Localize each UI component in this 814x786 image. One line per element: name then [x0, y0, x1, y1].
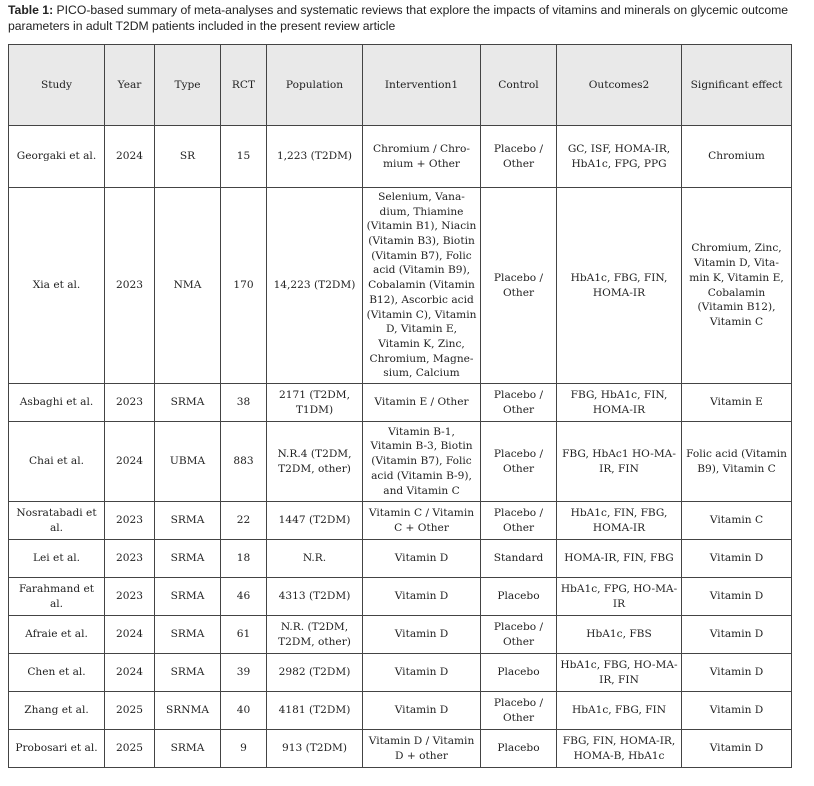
pico-summary-table — [8, 44, 792, 768]
cell-population: 4181 (T2DM) — [267, 692, 363, 730]
cell-study: Chai et al. — [9, 422, 105, 502]
cell-intervention: Selenium, Vana-dium, Thiamine (Vitamin B1), Niacin (Vitamin B3), Biotin (Vitamin B7), Folic acid (Vitamin B9), Cobalamin (Vitamin B12), Ascorbic acid (Vitamin C), Vitamin D, Vitamin E, Vitamin K, Zinc, Chromium, Magne-sium, Calcium — [363, 188, 481, 384]
cell-rct: 39 — [221, 654, 267, 692]
header-significant-effect: Significant effect — [682, 45, 792, 126]
cell-rct: 46 — [221, 578, 267, 616]
cell-outcomes: HbA1c, FBG, HO-MA-IR, FIN — [557, 654, 682, 692]
table-row — [9, 540, 792, 578]
cell-population: N.R. — [267, 540, 363, 578]
cell-study: Probosari et al. — [9, 730, 105, 768]
cell-rct: 38 — [221, 384, 267, 422]
cell-rct: 883 — [221, 422, 267, 502]
cell-significant-effect: Vitamin D — [682, 654, 792, 692]
cell-significant-effect: Folic acid (Vitamin B9), Vitamin C — [682, 422, 792, 502]
cell-population: 14,223 (T2DM) — [267, 188, 363, 384]
header-type: Type — [155, 45, 221, 126]
cell-type: SRMA — [155, 578, 221, 616]
cell-outcomes: HbA1c, FPG, HO-MA-IR — [557, 578, 682, 616]
cell-type: SRMA — [155, 540, 221, 578]
cell-rct: 22 — [221, 502, 267, 540]
header-outcomes: Outcomes2 — [557, 45, 682, 126]
cell-control: Placebo / Other — [481, 502, 557, 540]
cell-intervention: Vitamin B-1, Vitamin B-3, Biotin (Vitamin B7), Folic acid (Vitamin B-9), and Vitamin C — [363, 422, 481, 502]
cell-year: 2024 — [105, 126, 155, 188]
cell-study: Xia et al. — [9, 188, 105, 384]
cell-rct: 15 — [221, 126, 267, 188]
cell-outcomes: HOMA-IR, FIN, FBG — [557, 540, 682, 578]
cell-year: 2023 — [105, 188, 155, 384]
cell-year: 2023 — [105, 578, 155, 616]
cell-study: Chen et al. — [9, 654, 105, 692]
cell-population: 2982 (T2DM) — [267, 654, 363, 692]
cell-rct: 170 — [221, 188, 267, 384]
table-row — [9, 654, 792, 692]
table-row — [9, 188, 792, 384]
cell-study: Georgaki et al. — [9, 126, 105, 188]
table-header-row — [9, 45, 792, 126]
cell-intervention: Vitamin D / Vitamin D + other — [363, 730, 481, 768]
cell-type: UBMA — [155, 422, 221, 502]
cell-control: Placebo — [481, 654, 557, 692]
table-row — [9, 384, 792, 422]
table-row — [9, 422, 792, 502]
cell-outcomes: HbA1c, FBG, FIN, HOMA-IR — [557, 188, 682, 384]
cell-year: 2024 — [105, 654, 155, 692]
cell-type: SRMA — [155, 384, 221, 422]
cell-population: 1,223 (T2DM) — [267, 126, 363, 188]
table-row — [9, 692, 792, 730]
cell-significant-effect: Chromium, Zinc, Vitamin D, Vita-min K, Vitamin E, Cobalamin (Vitamin B12), Vitamin C — [682, 188, 792, 384]
cell-type: SRMA — [155, 730, 221, 768]
cell-study: Zhang et al. — [9, 692, 105, 730]
cell-rct: 61 — [221, 616, 267, 654]
cell-year: 2024 — [105, 422, 155, 502]
table-row — [9, 578, 792, 616]
cell-significant-effect: Vitamin D — [682, 540, 792, 578]
cell-significant-effect: Chromium — [682, 126, 792, 188]
header-intervention: Intervention1 — [363, 45, 481, 126]
cell-rct: 18 — [221, 540, 267, 578]
cell-outcomes: GC, ISF, HOMA-IR, HbA1c, FPG, PPG — [557, 126, 682, 188]
cell-significant-effect: Vitamin D — [682, 616, 792, 654]
cell-type: SRMA — [155, 654, 221, 692]
cell-control: Placebo / Other — [481, 188, 557, 384]
cell-type: SR — [155, 126, 221, 188]
cell-rct: 40 — [221, 692, 267, 730]
cell-year: 2025 — [105, 730, 155, 768]
cell-type: SRMA — [155, 502, 221, 540]
cell-study: Afraie et al. — [9, 616, 105, 654]
table-row — [9, 126, 792, 188]
cell-control: Placebo / Other — [481, 384, 557, 422]
cell-intervention: Vitamin D — [363, 692, 481, 730]
cell-year: 2023 — [105, 540, 155, 578]
cell-significant-effect: Vitamin E — [682, 384, 792, 422]
cell-intervention: Vitamin D — [363, 654, 481, 692]
cell-significant-effect: Vitamin D — [682, 692, 792, 730]
cell-outcomes: FBG, HbAc1 HO-MA-IR, FIN — [557, 422, 682, 502]
cell-population: 4313 (T2DM) — [267, 578, 363, 616]
header-control: Control — [481, 45, 557, 126]
cell-year: 2023 — [105, 384, 155, 422]
cell-study: Asbaghi et al. — [9, 384, 105, 422]
table-row — [9, 616, 792, 654]
cell-significant-effect: Vitamin D — [682, 730, 792, 768]
cell-type: SRNMA — [155, 692, 221, 730]
cell-intervention: Vitamin E / Other — [363, 384, 481, 422]
cell-outcomes: HbA1c, FIN, FBG, HOMA-IR — [557, 502, 682, 540]
header-year: Year — [105, 45, 155, 126]
header-rct: RCT — [221, 45, 267, 126]
cell-study: Lei et al. — [9, 540, 105, 578]
cell-study: Farahmand et al. — [9, 578, 105, 616]
cell-control: Placebo / Other — [481, 692, 557, 730]
caption-text: PICO-based summary of meta-analyses and systematic reviews that explore the impacts of vitamins and minerals on glycemic outcome parameters in adult T2DM patients included in the present review article — [8, 3, 789, 33]
cell-significant-effect: Vitamin C — [682, 502, 792, 540]
cell-year: 2024 — [105, 616, 155, 654]
cell-year: 2025 — [105, 692, 155, 730]
cell-outcomes: FBG, HbA1c, FIN, HOMA-IR — [557, 384, 682, 422]
cell-control: Placebo — [481, 730, 557, 768]
cell-intervention: Vitamin C / Vitamin C + Other — [363, 502, 481, 540]
cell-population: N.R. (T2DM, T2DM, other) — [267, 616, 363, 654]
caption-label: Table 1: — [8, 3, 54, 17]
cell-type: SRMA — [155, 616, 221, 654]
cell-control: Standard — [481, 540, 557, 578]
cell-intervention: Vitamin D — [363, 540, 481, 578]
cell-intervention: Vitamin D — [363, 616, 481, 654]
table-row — [9, 502, 792, 540]
cell-outcomes: FBG, FIN, HOMA-IR, HOMA-B, HbA1c — [557, 730, 682, 768]
cell-control: Placebo / Other — [481, 126, 557, 188]
cell-population: 1447 (T2DM) — [267, 502, 363, 540]
table-caption — [8, 2, 808, 34]
header-study: Study — [9, 45, 105, 126]
cell-outcomes: HbA1c, FBS — [557, 616, 682, 654]
cell-outcomes: HbA1c, FBG, FIN — [557, 692, 682, 730]
cell-year: 2023 — [105, 502, 155, 540]
table-row — [9, 730, 792, 768]
cell-intervention: Vitamin D — [363, 578, 481, 616]
cell-rct: 9 — [221, 730, 267, 768]
header-population: Population — [267, 45, 363, 126]
cell-population: N.R.4 (T2DM, T2DM, other) — [267, 422, 363, 502]
cell-type: NMA — [155, 188, 221, 384]
cell-control: Placebo / Other — [481, 616, 557, 654]
cell-intervention: Chromium / Chro-mium + Other — [363, 126, 481, 188]
table-body — [9, 126, 792, 768]
cell-study: Nosratabadi et al. — [9, 502, 105, 540]
cell-population: 2171 (T2DM, T1DM) — [267, 384, 363, 422]
cell-control: Placebo / Other — [481, 422, 557, 502]
cell-population: 913 (T2DM) — [267, 730, 363, 768]
cell-control: Placebo — [481, 578, 557, 616]
cell-significant-effect: Vitamin D — [682, 578, 792, 616]
